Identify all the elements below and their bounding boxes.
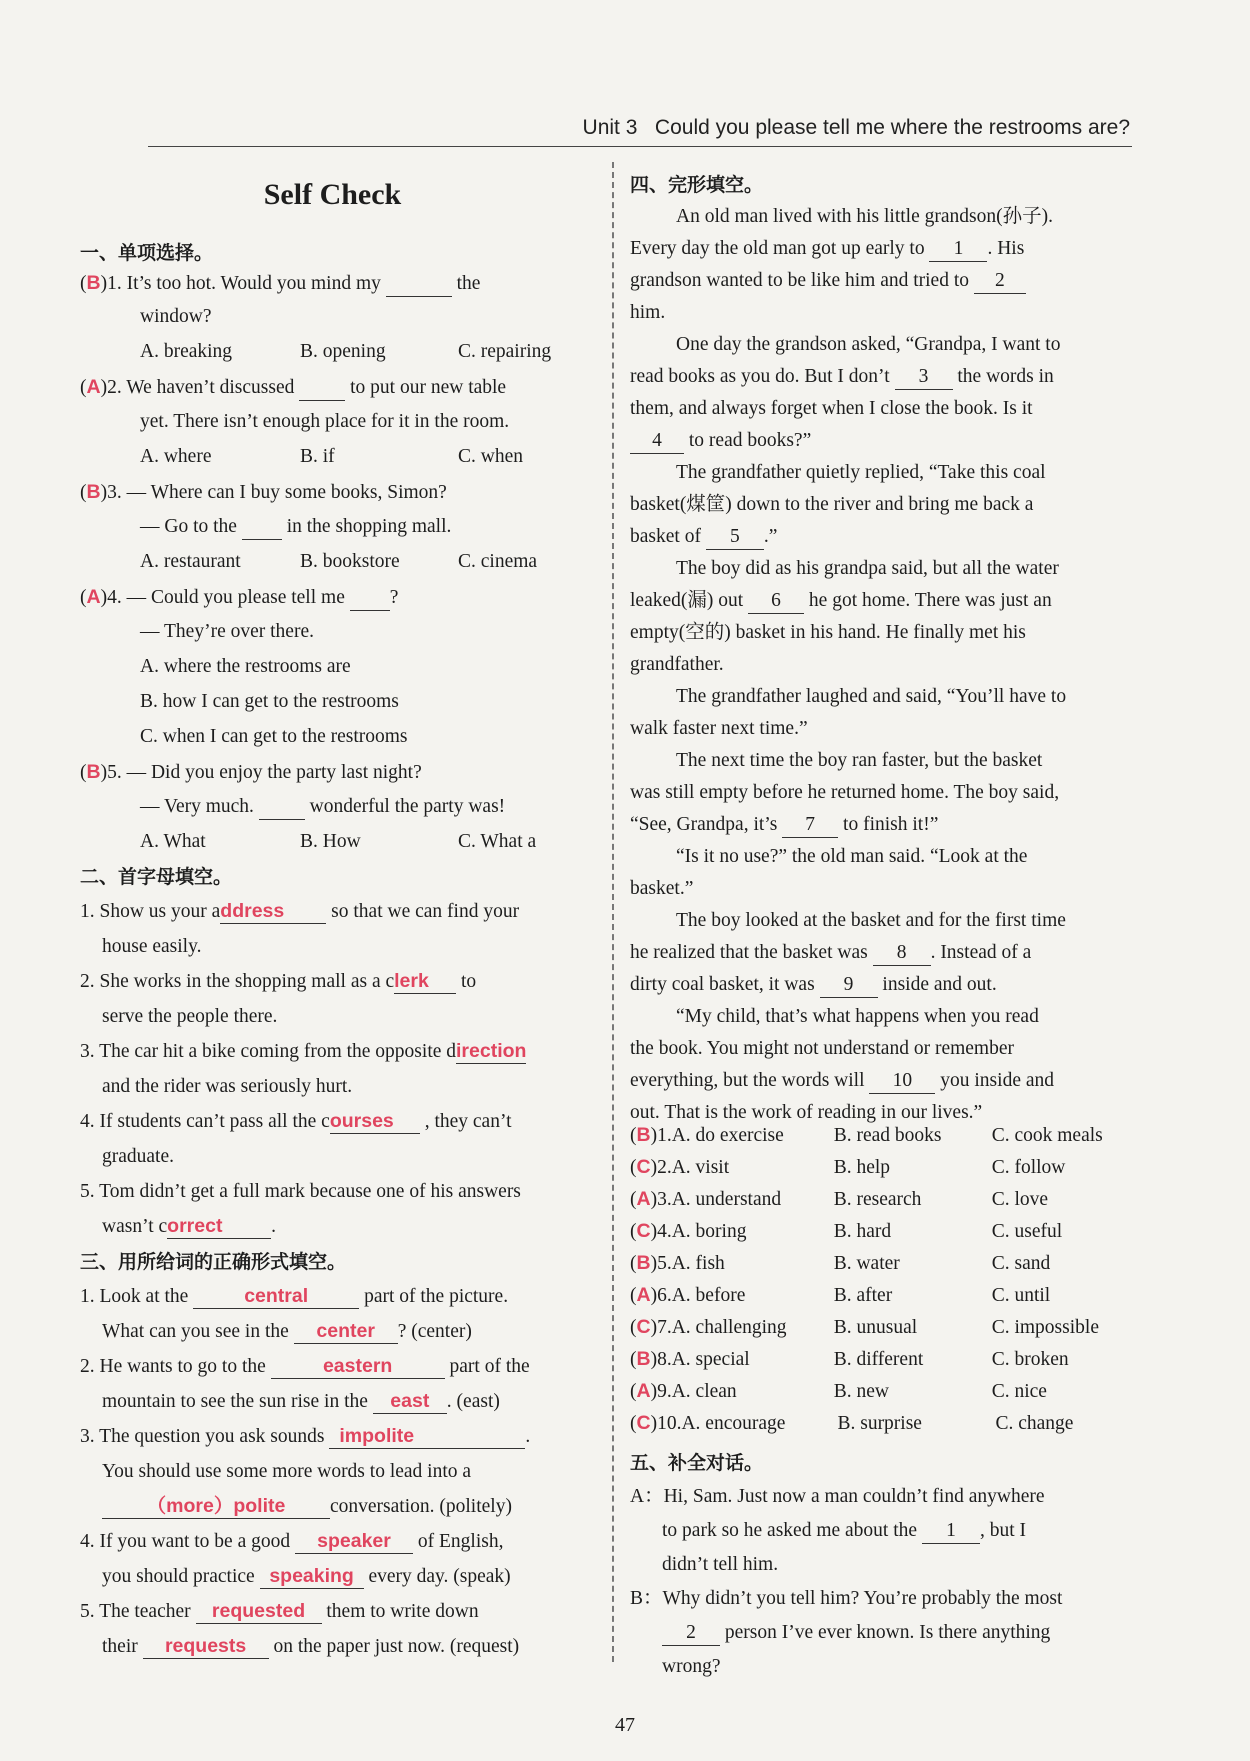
passage-line: out. That is the work of reading in our lives.” [630,1102,983,1123]
text: His [997,238,1025,259]
option: C. impossible [991,1317,1099,1338]
option: A. before [671,1285,746,1306]
option: B. different [833,1349,924,1370]
answer: B [86,481,101,503]
q-text: to [461,971,477,992]
answer: C [636,1412,651,1434]
s3-q5-line1 [80,1595,479,1630]
s2-q5-line2 [102,1210,276,1245]
s1-q2-line2: yet. There isn’t enough place for it in the room. [140,411,510,432]
s1-q3-options [140,545,537,580]
q-text: What can you see in the [102,1321,289,1342]
option: C. love [991,1189,1049,1210]
q-number: 7. [657,1317,672,1338]
passage-line: “My child, that’s what happens when you read [676,1006,1039,1027]
cloze-choice-row: (C)4.A. boring B. hard C. useful [630,1214,1062,1250]
passage-line: Every day the old man got up early to 1 . His [630,232,1024,267]
option: A. challenging [671,1317,787,1338]
q-number: 9. [657,1381,672,1402]
text: Why didn’t you tell him? You’re probably the most [662,1588,1063,1609]
header-rule [148,146,1132,147]
answer: A [636,1188,651,1210]
passage-line [630,584,1052,619]
text: to finish it!” [843,814,939,835]
answer-fill: lerk [394,969,456,994]
answer-fill: irection [456,1040,527,1062]
option: C. cinema [458,551,538,572]
q-number: 5. [107,762,122,783]
text: .” [763,526,778,547]
answer-fill: ourses [330,1109,420,1134]
dialogue-b-line2 [662,1616,1050,1651]
speaker-label: A： [630,1486,664,1507]
section1-heading: 一、单项选择。 [80,242,214,264]
cloze-choice-row: (A)3.A. understand B. research C. love [630,1182,1048,1218]
answer-fill: center [294,1319,398,1344]
s1-q2-line1: (A)2. We haven’t discussed to put our new table [80,370,506,406]
option: C. follow [991,1157,1066,1178]
s3-q3-line3 [102,1490,512,1525]
passage-line [630,1064,1054,1099]
q-number: 6. [657,1285,672,1306]
option: B. read books [833,1125,942,1146]
q-number: 4. [657,1221,672,1242]
q-number: 3. [107,482,122,503]
answer: A [636,1284,651,1306]
option: B. after [833,1285,893,1306]
dialogue-a-line3: didn’t tell him. [662,1554,779,1575]
section3-heading: 三、用所给词的正确形式填空。 [80,1251,347,1273]
option: C. cook meals [991,1125,1103,1146]
passage-line [630,264,1026,299]
blank [350,586,390,611]
answer-fill: central [193,1284,359,1309]
option: B. surprise [837,1413,922,1434]
q-number: 4. [80,1531,95,1552]
speaker-label: B： [630,1588,663,1609]
cloze-choice-row: (A)9.A. clean B. new C. nice [630,1374,1047,1410]
dialogue-a-line1 [630,1480,1045,1515]
option: C. repairing [458,341,552,362]
passage-line: The grandfather quietly replied, “Take this coal [676,462,1046,483]
passage-line [630,936,1031,971]
passage-line [630,968,997,1003]
answer: C [636,1156,651,1178]
option: B. How [300,831,361,852]
s2-q4-line2: graduate. [102,1146,175,1167]
blank-number: 4 [630,429,684,454]
s3-q2-line2 [102,1385,500,1420]
q-text: on the paper just now. (request) [273,1636,520,1657]
blank [299,376,345,401]
option: A. special [671,1349,750,1370]
cloze-choice-row: (B)1.A. do exercise B. read books C. cook meals [630,1118,1103,1154]
option: A. What [140,831,206,852]
q-text: so that we can find your [331,901,520,922]
answer: B [86,761,101,783]
q-number: 3. [657,1189,672,1210]
answer-fill: speaker [295,1529,413,1554]
q-text: The car hit a bike coming from the opposite d [99,1041,457,1062]
s2-q1-line1 [80,895,519,930]
option: C. change [995,1413,1074,1434]
text: leaked(漏) out [630,590,744,611]
text: inside and out. [882,974,997,995]
answer-fill: impolite [329,1424,525,1449]
option: C. nice [991,1381,1047,1402]
text: basket of [630,526,701,547]
answer-fill: ddress [220,899,326,924]
s1-q3-line1: (B)3. — Where can I buy some books, Simon? [80,481,447,503]
passage-line: the book. You might not understand or remember [630,1038,1014,1059]
q-text: . [525,1426,531,1447]
answer-fill: （more）polite [102,1494,330,1519]
q-text: He wants to go to the [99,1356,266,1377]
option: A. visit [671,1157,730,1178]
column-divider [612,162,614,1662]
text: Every day the old man got up early to [630,238,925,259]
q-text: Tom didn’t get a full mark because one of his answers [99,1181,521,1202]
q-text: — Where can I buy some books, Simon? [126,482,447,503]
q-number: 8. [657,1349,672,1370]
passage-line: empty(空的) basket in his hand. He finally met his [630,622,1026,643]
text: “See, Grandpa, it’s [630,814,778,835]
option: A. where [140,446,212,467]
s2-q5-line1 [80,1175,521,1210]
s3-q1-line2 [102,1315,472,1350]
passage-line: grandfather. [630,654,724,675]
text: dirty coal basket, it was [630,974,815,995]
blank-number: 10 [869,1069,935,1094]
blank-number: 9 [820,973,878,998]
option: B. if [300,446,335,467]
option: C. broken [991,1349,1069,1370]
option: B. hard [833,1221,892,1242]
q-text: . (east) [446,1391,500,1412]
section4-heading: 四、完形填空。 [630,174,764,196]
q-text: It’s too hot. Would you mind my [126,273,381,294]
q-text: — Very much. [140,796,254,817]
blank-number: 6 [748,589,804,614]
option: A. encourage [681,1413,786,1434]
answer-fill: requested [196,1599,322,1624]
page-number: 47 [615,1714,635,1736]
option: C. when [458,446,523,467]
s2-q1-line2: house easily. [102,936,202,957]
cloze-choice-row: (C)2.A. visit B. help C. follow [630,1150,1065,1186]
s3-q4-line1 [80,1525,503,1560]
s1-q1-line2: window? [140,306,212,327]
text: . Instead of a [930,942,1032,963]
dialogue-b-line1 [630,1582,1062,1617]
option: A. where the restrooms are [140,656,351,677]
answer-fill: orrect [167,1214,271,1239]
blank-number: 1 [929,237,987,262]
answer: A [86,586,101,608]
answer: B [86,272,101,294]
q-text: wonderful the party was! [309,796,506,817]
s2-q2-line2: serve the people there. [102,1006,278,1027]
s1-q4-line1: (A)4. — Could you please tell me ? [80,580,398,616]
s3-q3-line2: You should use some more words to lead into a [102,1461,472,1482]
answer: B [636,1124,651,1146]
s3-q2-line1 [80,1350,530,1385]
text: you inside and [940,1070,1054,1091]
blank-number: 5 [706,525,764,550]
q-number: 4. [107,587,122,608]
passage-line [630,808,938,843]
passage-line: One day the grandson asked, “Grandpa, I want to [676,334,1061,355]
q-text: the [456,273,481,294]
option: A. breaking [140,341,233,362]
q-text: Show us your a [99,901,221,922]
passage-line: An old man lived with his little grandson(孙子). [676,206,1053,227]
q-text: part of the picture. [364,1286,509,1307]
q-text: them to write down [326,1601,479,1622]
s3-q5-line2 [102,1630,519,1665]
page-title: Self Check [263,178,402,211]
s2-q3-line2: and the rider was seriously hurt. [102,1076,353,1097]
q-text: If students can’t pass all the c [99,1111,330,1132]
q-text: — Go to the [140,516,237,537]
blank-number: 2 [974,269,1026,294]
s2-q2-line1 [80,965,476,1000]
q-text: — Did you enjoy the party last night? [126,762,422,783]
q-text: The teacher [99,1601,191,1622]
passage-line [630,424,811,459]
s3-q1-line1 [80,1280,508,1315]
s1-q5-line2 [140,790,505,825]
option: B. help [833,1157,891,1178]
s1-q3-line2 [140,510,451,545]
answer: C [636,1220,651,1242]
answer-fill: east [373,1389,447,1414]
q-text: ? (center) [397,1321,472,1342]
option: A. clean [671,1381,737,1402]
q-number: 1. [107,273,122,294]
s2-q3-line1 [80,1035,526,1070]
q-text: — Could you please tell me [126,587,345,608]
option: B. bookstore [300,551,400,572]
q-number: 5. [80,1181,95,1202]
q-text: If you want to be a good [99,1531,291,1552]
q-number: 2. [107,377,122,398]
header-unit: Unit 3 [582,116,638,139]
option: B. new [833,1381,889,1402]
s1-q2-options [140,440,523,475]
passage-line: The next time the boy ran faster, but the basket [676,750,1043,771]
passage-line: basket.” [630,878,694,899]
answer: C [636,1316,651,1338]
option: C. What a [458,831,537,852]
cloze-choice-row: (B)8.A. special B. different C. broken [630,1342,1069,1378]
option: A. restaurant [140,551,241,572]
cloze-choice-row: (C)7.A. challenging B. unusual C. impossible [630,1310,1099,1346]
blank-number: 7 [782,813,838,838]
s3-q3-line1 [80,1420,530,1455]
cloze-choice-row: (C)10.A. encourage B. surprise C. change [630,1406,1073,1442]
option: A. fish [671,1253,725,1274]
answer-fill: eastern [271,1354,445,1379]
text: , but I [979,1520,1026,1541]
option: C. useful [991,1221,1063,1242]
q-number: 2. [80,971,95,992]
s1-q5-options [140,825,536,860]
text: Hi, Sam. Just now a man couldn’t find anywhere [663,1486,1045,1507]
q-number: 10. [657,1413,682,1434]
text: to read books?” [688,430,812,451]
q-text: , they can’t [424,1111,512,1132]
option: B. water [833,1253,900,1274]
q-number: 1. [80,1286,95,1307]
q-number: 4. [80,1111,95,1132]
answer-fill: requests [143,1634,269,1659]
text: person I’ve ever known. Is there anything [724,1622,1051,1643]
s1-q1-line1: (B)1. It’s too hot. Would you mind my the [80,266,480,302]
q-number: 2. [80,1356,95,1377]
passage-line: The boy did as his grandpa said, but all the water [676,558,1059,579]
q-text: wasn’t c [102,1216,168,1237]
answer: B [636,1348,651,1370]
text: he got home. There was just an [808,590,1052,611]
q-text: of English, [417,1531,504,1552]
option: B. how I can get to the restrooms [140,691,399,712]
q-text: ? [389,587,399,608]
s1-q1-options [140,335,551,370]
q-text: to put our new table [350,377,507,398]
passage-line: walk faster next time.” [630,718,808,739]
running-header [148,116,1130,140]
passage-line: The grandfather laughed and said, “You’ll have to [676,686,1067,707]
answer: A [86,376,101,398]
option: B. opening [300,341,386,362]
s2-q4-line1 [80,1105,512,1140]
option: A. do exercise [671,1125,784,1146]
blank [242,515,282,540]
text: to park so he asked me about the [662,1520,918,1541]
option: C. until [991,1285,1051,1306]
text: the words in [957,366,1054,387]
q-text: We haven’t discussed [126,377,295,398]
q-number: 5. [80,1601,95,1622]
answer: B [636,1252,651,1274]
blank-number: 8 [873,941,931,966]
option: A. boring [671,1221,747,1242]
passage-line: basket(煤筐) down to the river and bring me back a [630,494,1034,515]
option: B. unusual [833,1317,918,1338]
blank-number: 1 [922,1519,980,1544]
q-number: 3. [80,1041,95,1062]
q-text: . [271,1216,277,1237]
section2-heading: 二、首字母填空。 [80,866,233,888]
section5-heading: 五、补全对话。 [630,1452,764,1474]
q-text: you should practice [102,1566,255,1587]
header-title: Could you please tell me where the restrooms are? [654,116,1130,139]
passage-line: them, and always forget when I close the book. Is it [630,398,1033,419]
option: A. understand [671,1189,782,1210]
q-number: 1. [80,901,95,922]
q-text: their [102,1636,138,1657]
option: C. sand [991,1253,1051,1274]
blank [386,272,452,297]
q-text: Look at the [99,1286,189,1307]
cloze-choice-row: (A)6.A. before B. after C. until [630,1278,1050,1314]
passage-line [630,520,777,555]
text: he realized that the basket was [630,942,868,963]
passage-line: was still empty before he returned home. The boy said, [630,782,1060,803]
option: C. when I can get to the restrooms [140,726,408,747]
s3-q4-line2 [102,1560,511,1595]
q-text: mountain to see the sun rise in the [102,1391,368,1412]
option: B. research [833,1189,922,1210]
cloze-choice-row: (B)5.A. fish B. water C. sand [630,1246,1050,1282]
passage-line [630,360,1054,395]
answer: A [636,1380,651,1402]
blank-number: 3 [895,365,953,390]
passage-line: The boy looked at the basket and for the first time [676,910,1066,931]
blank-number: 2 [662,1621,720,1646]
q-text: in the shopping mall. [286,516,452,537]
blank [259,795,305,820]
q-text: part of the [449,1356,530,1377]
q-number: 2. [657,1157,672,1178]
s1-q5-line1: (B)5. — Did you enjoy the party last night? [80,761,422,783]
dialogue-a-line2 [662,1514,1026,1549]
q-text: every day. (speak) [368,1566,511,1587]
q-number: 1. [657,1125,672,1146]
text: everything, but the words will [630,1070,865,1091]
answer-fill: speaking [260,1564,364,1589]
q-number: 5. [657,1253,672,1274]
text: read books as you do. But I don’t [630,366,890,387]
text: grandson wanted to be like him and tried to [630,270,970,291]
passage-line: “Is it no use?” the old man said. “Look at the [676,846,1028,867]
q-text: She works in the shopping mall as a c [99,971,395,992]
q-text: The question you ask sounds [99,1426,325,1447]
passage-line: him. [630,302,666,323]
q-number: 3. [80,1426,95,1447]
q-text: conversation. (politely) [330,1496,512,1517]
s1-q4-line2: — They’re over there. [140,621,314,642]
dialogue-b-line3: wrong? [662,1656,721,1677]
